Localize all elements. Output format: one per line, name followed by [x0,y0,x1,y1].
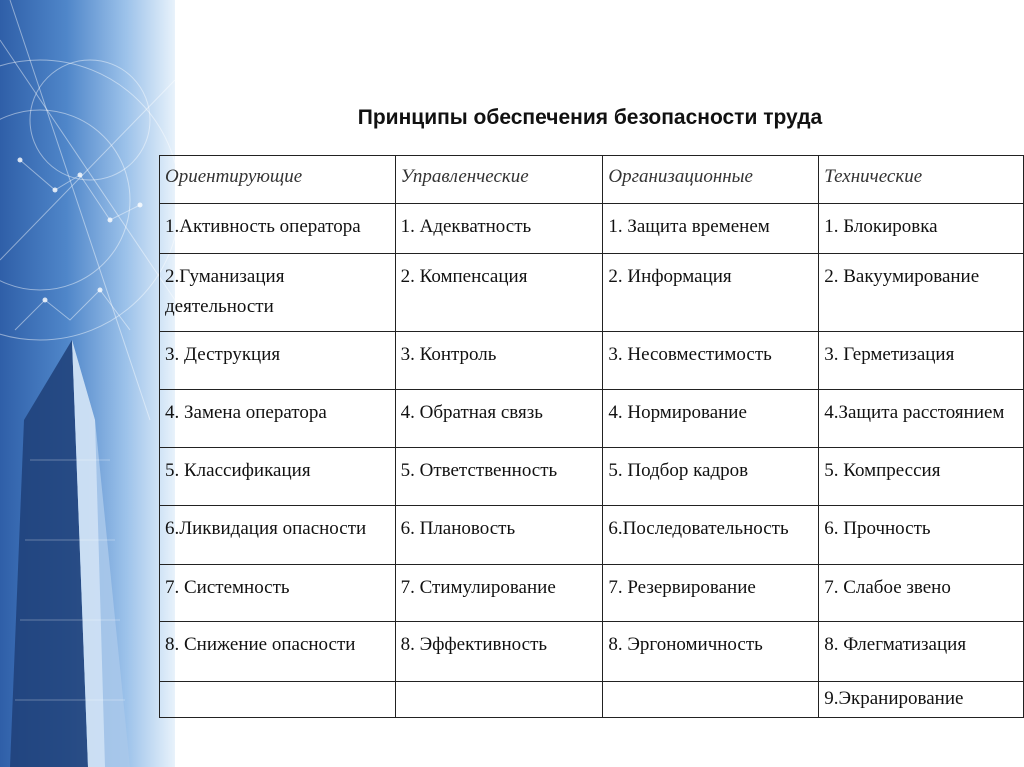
table-cell [395,682,603,718]
decorative-side-panel [0,0,175,767]
table-cell: 1. Защита временем [603,204,819,254]
table-row [160,204,1024,254]
table-cell: 5. Компрессия [819,448,1024,506]
header-cell: Управленческие [395,156,603,204]
table-cell: 5. Подбор кадров [603,448,819,506]
header-cell: Технические [819,156,1024,204]
table-cell: 4. Обратная связь [395,390,603,448]
header-cell: Организационные [603,156,819,204]
table-row [160,565,1024,622]
table-row [160,622,1024,682]
table-cell: 1. Адекватность [395,204,603,254]
table-cell: 3. Деструкция [160,332,396,390]
table-cell: 7. Системность [160,565,396,622]
table-cell: 3. Несовместимость [603,332,819,390]
page-title: Принципы обеспечения безопасности труда [357,106,823,129]
table-cell: 7. Стимулирование [395,565,603,622]
table-cell: 5. Ответственность [395,448,603,506]
table-cell [160,682,396,718]
table-row [160,448,1024,506]
table-cell: 4. Нормирование [603,390,819,448]
table-cell: 4. Замена оператора [160,390,396,448]
table-row [160,254,1024,332]
principles-table [159,155,1024,718]
header-cell: Ориентирующие [160,156,396,204]
table-cell: 1.Активность оператора [160,204,396,254]
table-row [160,682,1024,718]
table-cell [603,682,819,718]
table-cell: 6.Последовательность [603,506,819,565]
table-cell: 3. Контроль [395,332,603,390]
table-cell: 2. Вакуумирование [819,254,1024,332]
table-cell: 2. Информация [603,254,819,332]
table-row [160,332,1024,390]
table-cell: 6. Прочность [819,506,1024,565]
table-cell: 5. Классификация [160,448,396,506]
table-row [160,506,1024,565]
table-cell: 8. Флегматизация [819,622,1024,682]
table-cell: 8. Снижение опасности [160,622,396,682]
table-cell: 8. Эффективность [395,622,603,682]
table-row [160,390,1024,448]
table-cell: 6. Плановость [395,506,603,565]
table-cell: 8. Эргономичность [603,622,819,682]
table-cell: 4.Защита расстоянием [819,390,1024,448]
table-cell: 9.Экранирование [819,682,1024,718]
skyscraper-graphic [0,0,175,767]
table-cell: 2.Гуманизация деятельности [160,254,396,332]
table-cell: 2. Компенсация [395,254,603,332]
table-cell: 7. Резервирование [603,565,819,622]
table-cell: 3. Герметизация [819,332,1024,390]
table-cell: 6.Ликвидация опасности [160,506,396,565]
table-cell: 1. Блокировка [819,204,1024,254]
table-header-row [160,156,1024,204]
table-cell: 7. Слабое звено [819,565,1024,622]
